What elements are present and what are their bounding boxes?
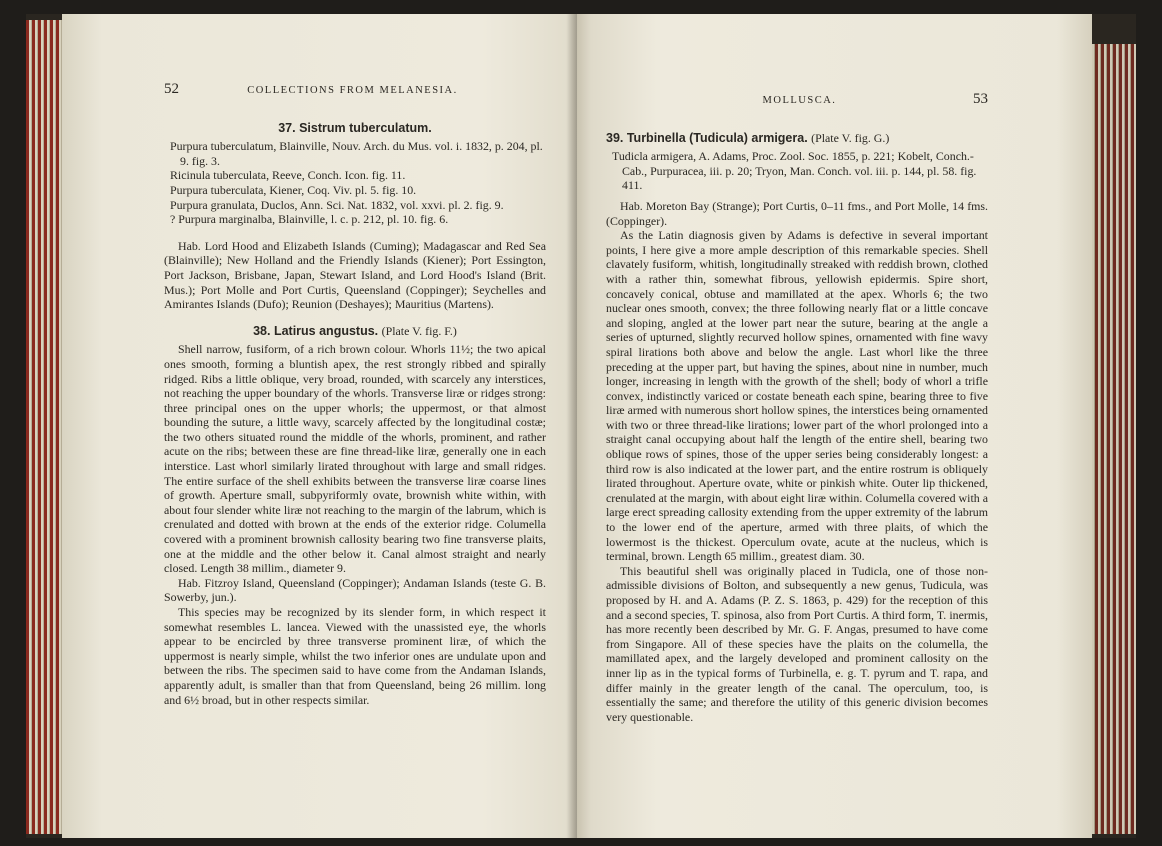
- running-head: COLLECTIONS FROM MELANESIA.: [247, 85, 458, 96]
- species-title: 37. Sistrum tuberculatum.: [278, 120, 432, 135]
- left-page-content: [164, 82, 546, 707]
- species-heading: [164, 324, 546, 339]
- plate-reference: (Plate V. fig. G.): [811, 130, 890, 145]
- synonym-line: Purpura tuberculata, Kiener, Coq. Viv. pl. 5. fig. 10.: [170, 182, 417, 197]
- synonym-line: Ricinula tuberculata, Reeve, Conch. Icon. fig. 11.: [170, 168, 406, 183]
- left-page-header: [164, 82, 546, 99]
- habitat-paragraph: Hab. Moreton Bay (Strange); Port Curtis, 0–11 fms., and Port Molle, 14 fms. (Coppinger).: [606, 198, 988, 228]
- synonym-line: ? Purpura marginalba, Blainville, l. c. p. 212, pl. 10. fig. 6.: [170, 212, 449, 227]
- open-book: [26, 14, 1136, 838]
- species-title: 38. Latirus angustus.: [253, 323, 379, 338]
- description-paragraph: As the Latin diagnosis given by Adams is defective in several important points, I here give a more ample description of this remarkable species. Shell clavately fusiform, whitish, longitudinally streaked with reddish brown, clothed with a rather thin, somewhat fibrous, yellowish epidermis. Spire short, concavely conical, obtuse and mamillated at the apex. Whorls 6; the two nuclear ones smooth, convex; the three following nearly flat or a little concave and sloping, angled at the lower part near the suture, bearing at the angle a series of upturned, slightly recurved hollow spines, ornamented with fine wavy spiral lirations both above and below the angle. Last whorl like the three preceding at the upper part, but having the spines, about nine in number, much longer, increasing in length with the growth of the shell; body of whorl a trifle convex, indistinctly variced or costate beneath each spine, bearing three to five liræ armed with numerous short hollow spines, the interstices being ornamented with two or three thread-like lirations; lower part of the whorl prolonged into a straight canal occupying about half the length of the entire shell, bearing two oblique rows of spines, those of the upper series being considerably longest: a third row is also indicated at the lower part, and the entire rostrum is obliquely lirated throughout. Aperture ovate, white or pinkish white. Outer lip thickened, crenulated at the margin, with about eight liræ within. Columella covered with a large erect spreading callosity extending from the upper extremity of the labrum to the lower end of the aperture, armed with three plaits, of which the lowermost is the thickest. Operculum ovate, acute at the nucleus, which is terminal, brown. Length 65 millim., greatest diam. 30.: [606, 228, 988, 564]
- description-paragraph: Shell narrow, fusiform, of a rich brown colour. Whorls 11½; the two apical ones smooth, forming a bluntish apex, the rest strongly ribbed and spirally ridged. Ribs a little oblique, very broad, rounded, with scarcely any interstices, not reaching the upper boundary of the whorls. Transverse liræ or ridges strong: three principal ones on the upper whorls; the uppermost, or that almost bounding the suture, a little wavy, scarcely affected by the longitudinal costæ; the two others situated round the middle of the whorls, prominent, and rather acute on the ribs; between these are fine thread-like liræ, generally one in each interstice. Last whorl similarly lirated throughout with large and small ridges. The entire surface of the shell exhibits between the transverse liræ coarse lines of growth. Aperture small, subpyriformly ovate, brownish white within, with about four slender white liræ not reaching to the margin of the labrum, which is crenulated and dotted with brown at the ends of the exterior ridge. Columella covered with a prominent brownish callosity bearing two fine transverse plaits, one at the middle and the other below it. Canal almost straight and nearly closed. Length 38 millim., diameter 9.: [164, 342, 546, 576]
- left-page: [62, 14, 577, 838]
- page-edges-left: [26, 20, 62, 834]
- running-head: MOLLUSCA.: [762, 95, 837, 106]
- right-page: [577, 14, 1092, 838]
- plate-reference: (Plate V. fig. F.): [381, 323, 457, 338]
- synonym-line: Purpura tuberculatum, Blainville, Nouv. Arch. du Mus. vol. i. 1832, p. 204, pl. 9. fig. 3.: [170, 139, 543, 168]
- right-page-content: [606, 92, 988, 724]
- species-title: 39. Turbinella (Tudicula) armigera.: [606, 130, 808, 145]
- right-page-header: [606, 92, 988, 109]
- habitat-paragraph: Hab. Lord Hood and Elizabeth Islands (Cuming); Madagascar and Red Sea (Blainville); New Holland and the Friendly Islands (Kiener); Port Essington, Port Jackson, Brisbane, Japan, Stewart Island, and Lord Hood's Island (Brit. Mus.); Port Molle and Port Curtis, Queensland (Coppinger); Seychelles and Amirantes Islands (Dufo); Reunion (Deshayes); Mauritius (Martens).: [164, 238, 546, 312]
- habitat-paragraph: Hab. Fitzroy Island, Queensland (Coppinger); Andaman Islands (teste G. B. Sowerby, jun.).: [164, 575, 546, 605]
- synonym-line: Tudicla armigera, A. Adams, Proc. Zool. Soc. 1855, p. 221; Kobelt, Conch.-Cab., Purpuracea, iii. p. 20; Tryon, Man. Conch. vol. iii. p. 144, pl. 58. fig. 411.: [612, 149, 977, 193]
- species-heading: [606, 131, 988, 146]
- page-edges-right: [1092, 44, 1136, 834]
- page-number: 52: [164, 81, 179, 97]
- remarks-paragraph: This species may be recognized by its slender form, in which respect it somewhat resembles L. lancea. Viewed with the unassisted eye, the whorls appear to be encircled by three transverse prominent liræ, of which the uppermost is nearly simple, whilst the two inferior ones are undulate upon and between the ribs. The specimen said to have come from the Andaman Islands, apparently adult, is smaller than that from Queensland, being 26 millim. long and 6½ broad, but in other respects similar.: [164, 605, 546, 707]
- page-number: 53: [972, 91, 988, 107]
- remarks-paragraph: This beautiful shell was originally placed in Tudicla, one of those non-admissible divisions of Bolton, and subsequently a new genus, Tudicula, was proposed by H. and A. Adams (P. Z. S. 1863, p. 429) for the reception of this and a second species, T. spinosa, also from Port Curtis. A third form, T. inermis, has more recently been described by Mr. G. F. Angas, presumed to have come from Singapore. All of these species have the plaits on the columella, the mamillated apex, and the largely developed and prominent callosity on the inner lip as in the typical forms of Turbinella, e. g. T. pyrum and T. rapa, and differ mainly in the greater length of the canal. The operculum, too, is essentially the same; and therefore the utility of this generic division becomes very questionable.: [606, 563, 988, 724]
- synonym-line: Purpura granulata, Duclos, Ann. Sci. Nat. 1832, vol. xxvi. pl. 2. fig. 9.: [170, 197, 504, 212]
